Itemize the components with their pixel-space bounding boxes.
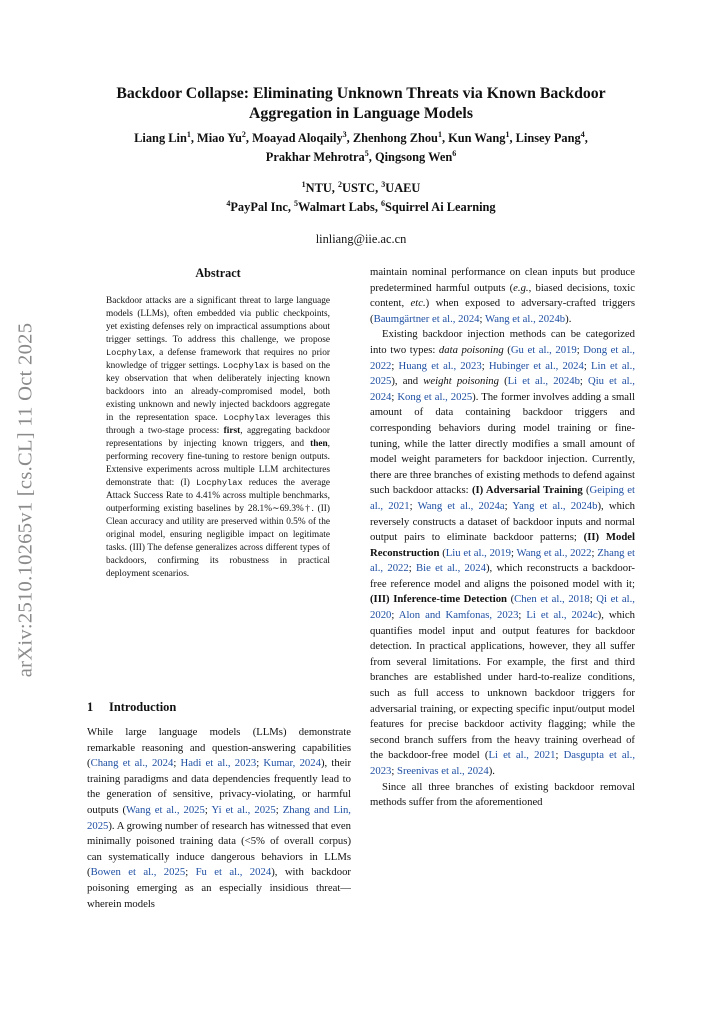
citation-link[interactable]: Zhang and Lin, 2025 bbox=[87, 803, 351, 832]
text-run: ; bbox=[583, 359, 592, 372]
name-text: Kun Wang bbox=[448, 131, 506, 145]
citation-link[interactable]: Qiu et al., 2024 bbox=[370, 375, 635, 403]
contact-email: linliang@iie.ac.cn bbox=[315, 232, 407, 246]
text-run: ; bbox=[391, 390, 398, 403]
name-text: Squirrel Ai Learning bbox=[385, 200, 496, 214]
citation-link[interactable]: Kong et al., 2025 bbox=[397, 390, 473, 403]
affiliation-name bbox=[226, 200, 287, 214]
name-text: Miao Yu bbox=[197, 131, 242, 145]
superscript-marker: 1 bbox=[505, 129, 510, 139]
citation-link[interactable]: Liu et al., 2019 bbox=[445, 546, 511, 559]
citation-link[interactable]: Wang et al., 2024b bbox=[484, 312, 566, 325]
text-run: ; bbox=[576, 343, 584, 356]
text-run: Backdoor attacks are a significant threat to large language models (LLMs), often embedded via public checkpoints, yet existing defenses rely on impractical assumptions about trigger settings. To address this challenge, we propose bbox=[106, 296, 330, 345]
bold-text: then bbox=[310, 439, 328, 449]
citation-link[interactable]: Wang et al., 2024a bbox=[417, 499, 505, 512]
affiliation-name bbox=[381, 181, 420, 195]
method-name: Locphylax bbox=[196, 478, 243, 488]
citation-link[interactable]: Bie et al., 2024 bbox=[416, 562, 486, 575]
text-run: ; bbox=[518, 609, 527, 622]
intro-paragraph-1 bbox=[87, 725, 351, 912]
text-run: maintain nominal performance on clean inputs but produce predetermined harmful outputs ( bbox=[370, 266, 635, 294]
method-name: Locphylax bbox=[106, 348, 153, 358]
superscript-marker: 5 bbox=[294, 198, 299, 208]
method-name: Locphylax bbox=[222, 361, 270, 371]
text-run: ; bbox=[481, 359, 489, 372]
italic-text: e.g. bbox=[513, 281, 529, 294]
author-line-2: Prakhar Mehrotra$^5$, Qingsong Wen$^6$ bbox=[265, 148, 457, 164]
text-run: is based on the key observation that when deliberately injecting known backdoors into an already-compromised model, both existing unknown and newly injected backdoors aggregate in the representation space. bbox=[106, 361, 330, 423]
citation-link[interactable]: Chen et al., 2018 bbox=[514, 593, 590, 606]
affiliations bbox=[80, 179, 642, 217]
right-paragraph-3 bbox=[370, 780, 635, 811]
citation-link[interactable]: Yang et al., 2024b bbox=[512, 499, 598, 512]
citation-link[interactable]: Zhang et al., 2022 bbox=[370, 546, 635, 575]
author-name bbox=[375, 150, 456, 164]
citation-link[interactable]: Geiping et al., 2021 bbox=[370, 484, 636, 512]
section-heading bbox=[87, 700, 176, 715]
text-run: ; bbox=[173, 757, 181, 770]
text-run: ; bbox=[408, 562, 417, 575]
author-line-1: Liang Lin$^1$, Miao Yu$^2$, Moayad Aloqaily$^3$, Zhenhong Zhou$^1$, Kun Wang$^1$, Linsey Pang$^4$, bbox=[134, 129, 588, 145]
citation-link[interactable]: Bowen et al., 2025 bbox=[90, 866, 186, 879]
superscript-marker: 4 bbox=[226, 198, 231, 208]
superscript-marker: 1 bbox=[301, 179, 306, 189]
superscript-marker: 2 bbox=[241, 129, 246, 139]
abstract-heading: Abstract bbox=[195, 266, 241, 280]
text-run: Existing backdoor injection methods can be categorized into two types: bbox=[370, 328, 635, 356]
right-paragraph-2 bbox=[370, 327, 635, 779]
text-run: ; bbox=[510, 546, 517, 559]
citation-link[interactable]: Dong et al., 2022 bbox=[370, 343, 635, 372]
text-run: , a defense framework that requires no prior knowledge of trigger settings. bbox=[106, 348, 330, 371]
citation-link[interactable]: Wang et al., 2022 bbox=[516, 546, 592, 559]
text-run: ), and bbox=[391, 375, 424, 388]
name-text: USTC bbox=[342, 181, 376, 195]
name-text: Moayad Aloqaily bbox=[252, 131, 343, 145]
text-run: ), which quantifies model input and output features for backdoor detection. In practical applications, however, they all suffer from several limitations. For example, the first and third branches are established under hard-to-realize conditions, such as full access to unknown backdoor triggers for adversarial training, or expecting specific input/output model features for precise backdoor activity flagging; while the second branch suffers from the heavy training overhead of the backdoor-free model ( bbox=[370, 609, 635, 762]
superscript-marker: 6 bbox=[452, 148, 457, 158]
bold-text: (I) Adversarial Training bbox=[471, 484, 583, 497]
text-run: ; bbox=[589, 593, 597, 606]
paper-title: Backdoor Collapse: Eliminating Unknown Threats via Known Backdoor Aggregation in Language Models bbox=[116, 85, 606, 122]
citation-link[interactable]: Hadi et al., 2023 bbox=[180, 757, 257, 770]
author-name bbox=[197, 131, 246, 145]
citation-link[interactable]: Alon and Kamfonas, 2023 bbox=[398, 609, 519, 622]
author-name bbox=[353, 131, 442, 145]
citation-link[interactable]: Baumgärtner et al., 2024 bbox=[373, 312, 480, 325]
text-run: ; bbox=[591, 546, 598, 559]
text-run: ; bbox=[504, 499, 513, 512]
citation-link[interactable]: Gu et al., 2019 bbox=[510, 343, 577, 356]
text-run: ; bbox=[579, 375, 588, 388]
name-text: PayPal Inc bbox=[230, 200, 288, 214]
citation-link[interactable]: Chang et al., 2024 bbox=[90, 757, 174, 770]
citation-link[interactable]: Li et al., 2024c bbox=[526, 609, 598, 622]
text-run: ; bbox=[185, 866, 196, 879]
superscript-marker: 4 bbox=[580, 129, 585, 139]
method-name: Locphylax bbox=[223, 413, 270, 423]
bold-text: (II) Model Reconstruction bbox=[370, 531, 635, 559]
text-run: ), with backdoor poisoning emerging as an especially insidious threat—wherein models bbox=[87, 866, 351, 910]
text-run: ( bbox=[507, 593, 515, 606]
text-run: ( bbox=[582, 484, 590, 497]
author-name bbox=[252, 131, 347, 145]
text-run: ). bbox=[488, 765, 495, 777]
citation-link[interactable]: Kumar, 2024 bbox=[263, 757, 321, 770]
italic-text: etc. bbox=[410, 297, 426, 310]
bold-text: (III) Inference-time Detection bbox=[370, 593, 507, 606]
text-run: ; bbox=[204, 803, 212, 816]
author-name bbox=[266, 150, 369, 164]
citation-link[interactable]: Dasgupta et al., 2023 bbox=[370, 749, 635, 777]
name-text: Zhenhong Zhou bbox=[352, 131, 438, 145]
text-run: Since all three branches of existing backdoor removal methods suffer from the aforementioned bbox=[370, 780, 635, 809]
text-run: ), their training paradigms and data dependencies frequently lead to the generation of sensitive, privacy-violating, or harmful outputs ( bbox=[87, 757, 352, 816]
text-run: ; bbox=[391, 609, 399, 622]
text-run: reduces the average Attack Success Rate to 4.41% across multiple benchmarks, outperforming existing baselines by 28.1%∼69.3%†. (II) Clean accuracy and utility are preserved within 0.5% of the original model, ensuring negligible impact on legitimate tasks. (III) The defense generalizes across different types of backdoors, confirming its robustness in practical deployment scenarios. bbox=[106, 478, 330, 579]
name-text: Liang Lin bbox=[134, 131, 187, 145]
italic-text: data poisoning bbox=[438, 343, 504, 356]
name-text: Prakhar Mehrotra bbox=[265, 150, 365, 164]
citation-link[interactable]: Fu et al., 2024 bbox=[195, 866, 272, 879]
citation-link[interactable]: Huang et al., 2023 bbox=[398, 359, 482, 372]
text-run: ; bbox=[555, 749, 564, 762]
text-run: ; bbox=[275, 803, 283, 816]
text-run: ). A growing number of research has witnessed that even minimally poisoned training data (<5% of overall corpus) can systematically induce dangerous behaviors in LLMs ( bbox=[87, 819, 351, 879]
intro-left-column bbox=[87, 725, 351, 912]
superscript-marker: 3 bbox=[342, 129, 347, 139]
citation-link[interactable]: Wang et al., 2025 bbox=[126, 803, 205, 816]
text-run: ( bbox=[499, 375, 508, 388]
name-text: NTU bbox=[305, 181, 332, 195]
citation-link[interactable]: Lin et al., 2025 bbox=[370, 359, 635, 388]
citation-link[interactable]: Li et al., 2021 bbox=[488, 749, 556, 762]
name-text: Walmart Labs bbox=[298, 200, 375, 214]
author-name bbox=[134, 131, 191, 145]
text-run: ). bbox=[565, 312, 572, 325]
text-run: , biased decisions, toxic content, bbox=[370, 281, 635, 310]
affiliation-line-1: $^1$NTU, $^2$USTC, $^3$UAEU bbox=[301, 179, 421, 195]
text-run: ; bbox=[256, 757, 264, 770]
affiliation-name bbox=[294, 200, 375, 214]
text-run: , aggregating backdoor representations by injecting known triggers, and bbox=[106, 426, 331, 449]
text-run: ( bbox=[503, 343, 511, 356]
superscript-marker: 3 bbox=[381, 179, 386, 189]
text-run: ( bbox=[439, 546, 446, 559]
text-run: ), which reversely constructs a dataset of backdoor inputs and normal output pairs to eliminate backdoor patterns; bbox=[370, 499, 635, 544]
arxiv-identifier bbox=[6, 300, 46, 700]
superscript-marker: 5 bbox=[364, 148, 369, 158]
text-run: ). The former involves adding a small amount of data containing backdoor triggers and corresponding behaviors during model training or fine-tuning, while the latter directly modifies a small amount of model weight parameters for backdoor injection. Currently, there are three branches of existing methods to defend against such backdoor attacks: bbox=[370, 390, 635, 497]
superscript-marker: 6 bbox=[381, 198, 386, 208]
text-run: ; bbox=[479, 312, 485, 325]
citation-link[interactable]: Yi et al., 2025 bbox=[211, 803, 276, 816]
citation-link[interactable]: Li et al., 2024b bbox=[507, 375, 580, 388]
text-run: ; bbox=[409, 499, 418, 512]
name-text: UAEU bbox=[385, 181, 421, 195]
text-run: ), which reconstructs a backdoor-free reference model and aligns the poisoned model with it; bbox=[370, 562, 635, 590]
name-text: Qingsong Wen bbox=[374, 150, 453, 164]
affiliation-name bbox=[302, 181, 332, 195]
citation-link[interactable]: Hubinger et al., 2024 bbox=[488, 359, 584, 372]
author-name bbox=[448, 131, 509, 145]
text-run: While large language models (LLMs) demonstrate remarkable reasoning and question-answering capabilities ( bbox=[87, 726, 351, 770]
text-run: ; bbox=[391, 765, 398, 777]
citation-link[interactable]: Qi et al., 2020 bbox=[370, 593, 635, 622]
author-list bbox=[80, 129, 642, 167]
italic-text: weight poisoning bbox=[423, 375, 499, 388]
text-run: leverages this through a two-stage process: bbox=[106, 413, 330, 436]
bold-text: first bbox=[223, 426, 241, 436]
abstract-body bbox=[106, 295, 330, 581]
affiliation-name bbox=[338, 181, 375, 195]
right-paragraph-1 bbox=[370, 265, 635, 327]
text-run: , performing recovery fine-tuning to restore benign outputs. Extensive experiments across multiple LLM architectures demonstrate that: (I) bbox=[106, 439, 330, 488]
arxiv-identifier-text: arXiv:2510.10265v1 [cs.CL] 11 Oct 2025 bbox=[14, 322, 37, 678]
superscript-marker: 1 bbox=[186, 129, 191, 139]
section-title: Introduction bbox=[109, 700, 177, 714]
author-name bbox=[516, 131, 585, 145]
citation-link[interactable]: Sreenivas et al., 2024 bbox=[397, 765, 489, 777]
superscript-marker: 2 bbox=[338, 179, 342, 189]
superscript-marker: 1 bbox=[437, 129, 442, 139]
right-column bbox=[370, 265, 635, 811]
text-run: ; bbox=[391, 359, 399, 372]
name-text: Linsey Pang bbox=[515, 131, 581, 145]
affiliation-line-2: $^4$PayPal Inc, $^5$Walmart Labs, $^6$Squirrel Ai Learning bbox=[226, 198, 496, 214]
affiliation-name bbox=[381, 200, 496, 214]
text-run: ) when exposed to adversary-crafted triggers ( bbox=[370, 297, 635, 325]
section-number: 1 bbox=[87, 700, 94, 714]
